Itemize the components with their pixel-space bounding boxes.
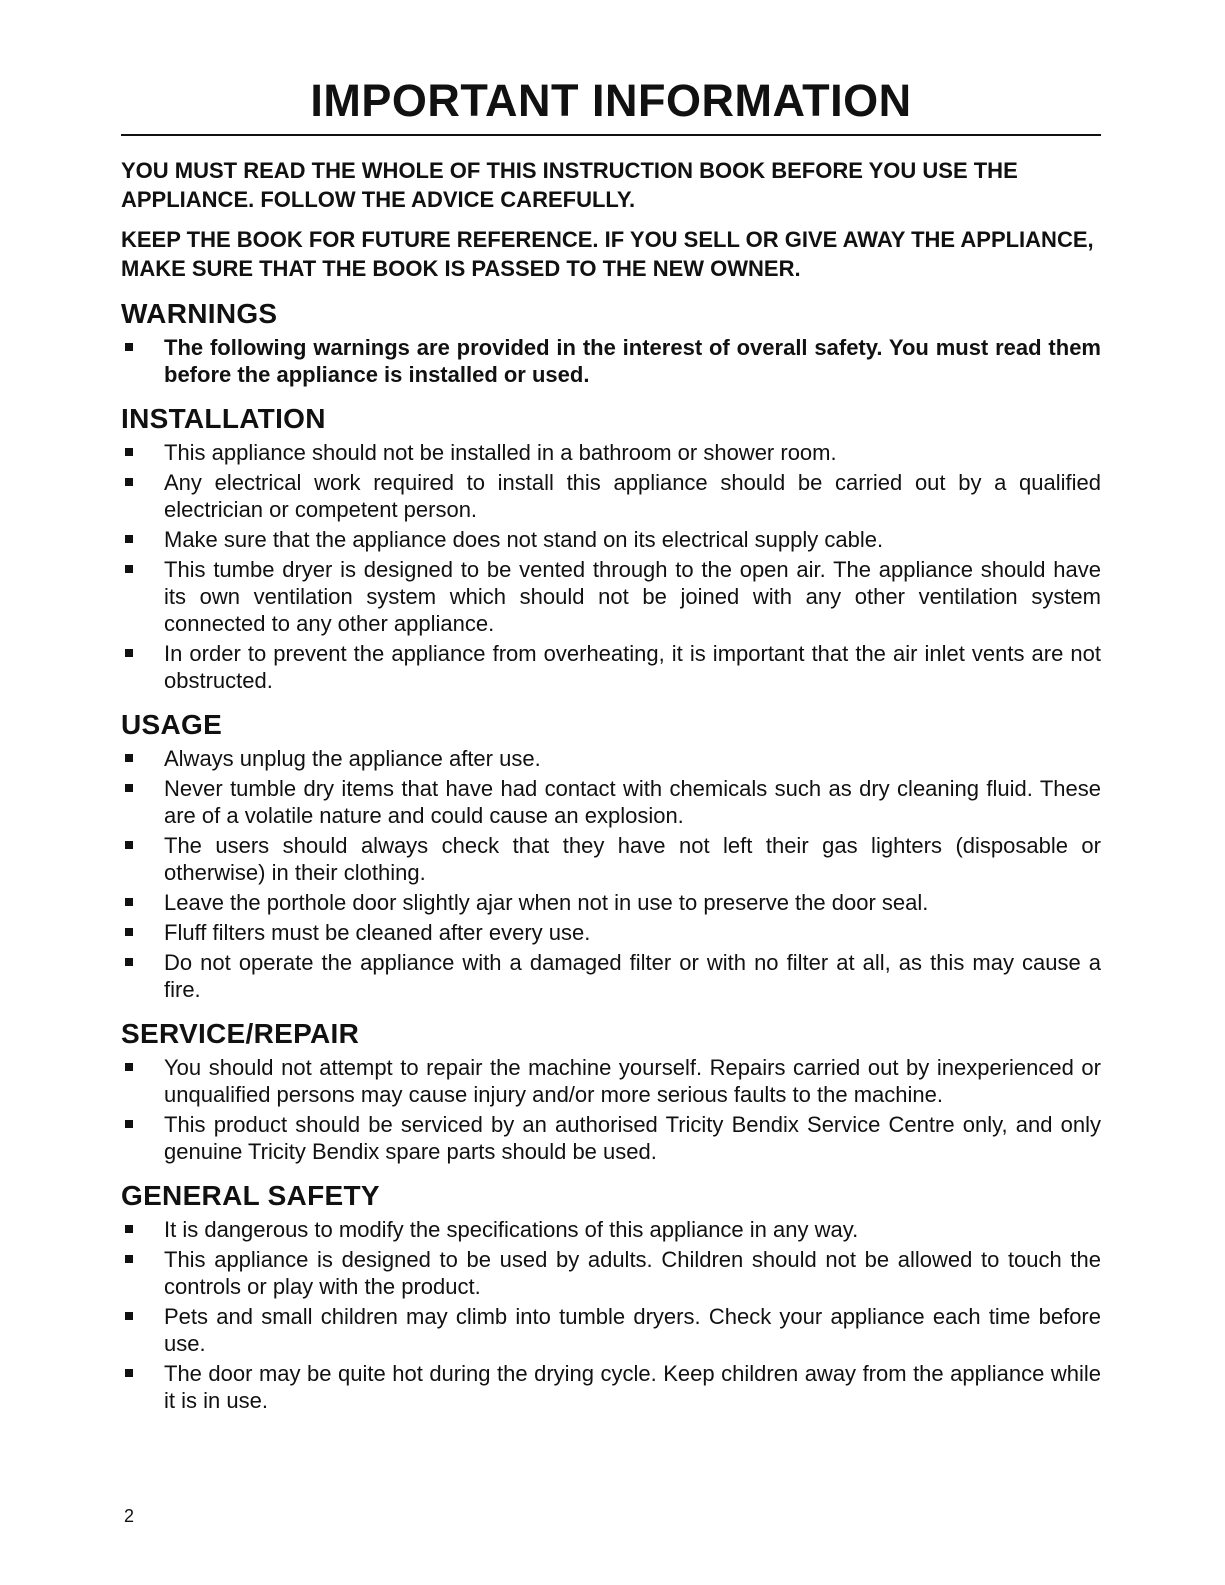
list-item	[121, 469, 1101, 523]
list-item-text: The users should always check that they have not left their gas lighters (disposable or otherwise) in their clothing.	[164, 833, 1101, 885]
list-item	[121, 745, 1101, 772]
bullet-icon	[125, 1063, 133, 1071]
bullet-icon	[125, 898, 133, 906]
list-item	[121, 556, 1101, 637]
intro-paragraph: YOU MUST READ THE WHOLE OF THIS INSTRUCTION BOOK BEFORE YOU USE THE APPLIANCE. FOLLOW THE ADVICE CAREFULLY.	[121, 158, 1018, 212]
bullet-icon	[125, 343, 133, 351]
list-item-text: Any electrical work required to install this appliance should be carried out by a qualified electrician or competent person.	[164, 470, 1101, 522]
list-item	[121, 439, 1101, 466]
list-item-text: It is dangerous to modify the specifications of this appliance in any way.	[164, 1217, 859, 1242]
bullet-icon	[125, 1225, 133, 1233]
list-item	[121, 919, 1101, 946]
section-heading: INSTALLATION	[121, 403, 326, 434]
bullet-icon	[125, 1369, 133, 1377]
bullet-list	[121, 439, 1101, 694]
bullet-icon	[125, 928, 133, 936]
page-content	[121, 70, 1101, 1417]
list-item	[121, 949, 1101, 1003]
list-item-text: The following warnings are provided in the interest of overall safety. You must read them before the appliance is installed or used.	[164, 335, 1101, 387]
list-item	[121, 1216, 1101, 1243]
list-item	[121, 1360, 1101, 1414]
section-warnings	[121, 297, 1101, 388]
list-item-text: Never tumble dry items that have had contact with chemicals such as dry cleaning fluid. These are of a volatile nature and could cause an explosion.	[164, 776, 1101, 828]
list-item-text: Fluff filters must be cleaned after every use.	[164, 920, 591, 945]
bullet-list	[121, 745, 1101, 1003]
title-divider	[121, 134, 1101, 136]
section-usage	[121, 708, 1101, 1003]
list-item	[121, 889, 1101, 916]
list-item	[121, 1303, 1101, 1357]
bullet-icon	[125, 1255, 133, 1263]
section-installation	[121, 402, 1101, 694]
section-heading: SERVICE/REPAIR	[121, 1018, 360, 1049]
list-item-text: This tumbe dryer is designed to be vented through to the open air. The appliance should have its own ventilation system which should not be joined with any other ventilation system connected to any other appliance.	[164, 557, 1101, 636]
list-item	[121, 1111, 1101, 1165]
list-item-text: This product should be serviced by an authorised Tricity Bendix Service Centre only, and only genuine Tricity Bendix spare parts should be used.	[164, 1112, 1101, 1164]
list-item-text: Make sure that the appliance does not stand on its electrical supply cable.	[164, 527, 884, 552]
list-item-text: You should not attempt to repair the machine yourself. Repairs carried out by inexperienced or unqualified persons may cause injury and/or more serious faults to the machine.	[164, 1055, 1101, 1107]
section-general-safety	[121, 1179, 1101, 1414]
list-item-text: Leave the porthole door slightly ajar when not in use to preserve the door seal.	[164, 890, 929, 915]
bullet-icon	[125, 958, 133, 966]
intro-paragraph: KEEP THE BOOK FOR FUTURE REFERENCE. IF YOU SELL OR GIVE AWAY THE APPLIANCE, MAKE SURE THAT THE BOOK IS PASSED TO THE NEW OWNER.	[121, 227, 1094, 281]
bullet-list	[121, 334, 1101, 388]
bullet-icon	[125, 784, 133, 792]
bullet-list	[121, 1216, 1101, 1414]
list-item-text: This appliance should not be installed in a bathroom or shower room.	[164, 440, 837, 465]
list-item-text: Do not operate the appliance with a damaged filter or with no filter at all, as this may cause a fire.	[164, 950, 1101, 1002]
list-item	[121, 1246, 1101, 1300]
list-item-text: This appliance is designed to be used by adults. Children should not be allowed to touch the controls or play with the product.	[164, 1247, 1101, 1299]
bullet-icon	[125, 754, 133, 762]
list-item-text: Always unplug the appliance after use.	[164, 746, 541, 771]
section-heading: WARNINGS	[121, 298, 278, 329]
page-title: IMPORTANT INFORMATION	[310, 75, 912, 126]
bullet-icon	[125, 649, 133, 657]
list-item	[121, 1054, 1101, 1108]
page-number: 2	[124, 1506, 135, 1526]
bullet-icon	[125, 535, 133, 543]
section-heading: GENERAL SAFETY	[121, 1180, 380, 1211]
bullet-icon	[125, 565, 133, 573]
list-item	[121, 832, 1101, 886]
bullet-list	[121, 1054, 1101, 1165]
section-heading: USAGE	[121, 709, 223, 740]
intro-block	[121, 156, 1101, 283]
list-item-text: In order to prevent the appliance from overheating, it is important that the air inlet vents are not obstructed.	[164, 641, 1101, 693]
list-item-text: The door may be quite hot during the drying cycle. Keep children away from the appliance while it is in use.	[164, 1361, 1101, 1413]
bullet-icon	[125, 448, 133, 456]
list-item	[121, 526, 1101, 553]
bullet-icon	[125, 1120, 133, 1128]
list-item	[121, 640, 1101, 694]
section-service-repair	[121, 1017, 1101, 1165]
list-item	[121, 334, 1101, 388]
list-item	[121, 775, 1101, 829]
list-item-text: Pets and small children may climb into tumble dryers. Check your appliance each time before use.	[164, 1304, 1101, 1356]
bullet-icon	[125, 1312, 133, 1320]
bullet-icon	[125, 841, 133, 849]
bullet-icon	[125, 478, 133, 486]
